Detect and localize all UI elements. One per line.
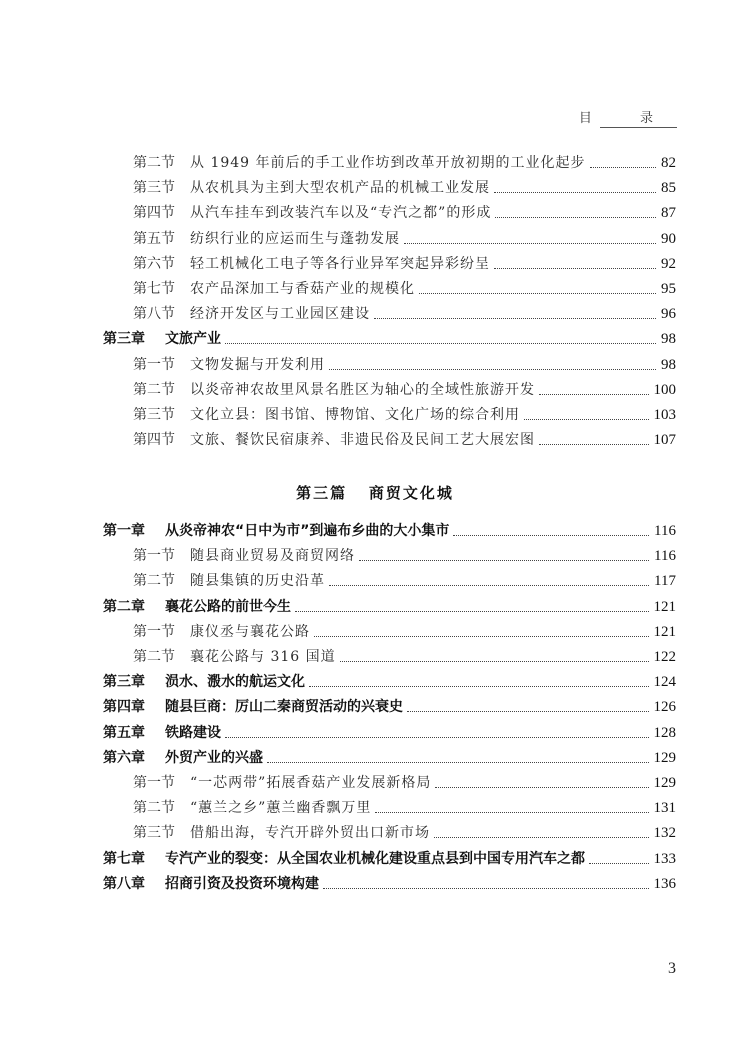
page-ref: 90: [661, 230, 676, 247]
dot-leader: [589, 848, 649, 864]
page-ref: 121: [653, 623, 676, 640]
section-title: 随县集镇的历史沿革: [190, 573, 325, 590]
page-ref: 124: [653, 674, 676, 691]
page-ref: 107: [653, 432, 676, 449]
section-number: 第二节: [133, 800, 175, 817]
section-number: 第四节: [133, 432, 175, 449]
section-number: 第二节: [133, 649, 175, 665]
toc-section-entry: [0, 354, 750, 376]
chapter-number: 第四章: [103, 699, 145, 716]
section-number: 第一节: [133, 356, 175, 373]
page-ref: 96: [661, 306, 676, 323]
section-title: 文旅、餐饮民宿康养、非遗民俗及民间工艺大展宏图: [190, 432, 535, 449]
dot-leader: [374, 303, 656, 319]
page-ref: 116: [654, 548, 676, 565]
section-title: “蕙兰之乡”蕙兰幽香飘万里: [190, 800, 372, 817]
toc-chapter-entry: [0, 722, 750, 744]
toc-chapter-entry: [0, 520, 750, 542]
page-ref: 132: [653, 825, 676, 842]
section-title: 随县商业贸易及商贸网络: [190, 548, 355, 565]
header-label: 目 录: [578, 111, 675, 126]
toc-chapter-entry: [0, 873, 750, 895]
chapter-title: 外贸产业的兴盛: [165, 749, 263, 766]
toc-section-entry: [0, 253, 750, 275]
section-title: 从 1949 年前后的手工业作坊到改革开放初期的工业化起步: [190, 155, 586, 171]
section-title: 从汽车挂车到改装汽车以及“专汽之都”的形成: [190, 205, 492, 222]
toc-section-entry: [0, 228, 750, 250]
chapter-title: 专汽产业的裂变：从全国农业机械化建设重点县到中国专用汽车之都: [165, 850, 585, 867]
dot-leader: [225, 328, 656, 344]
page-ref: 95: [661, 281, 676, 297]
toc-section-entry: [0, 822, 750, 844]
section-number: 第二节: [133, 381, 175, 398]
section-number: 第三节: [133, 407, 175, 423]
toc-chapter-entry: [0, 848, 750, 870]
toc-section-entry: [0, 772, 750, 794]
dot-leader: [495, 202, 656, 218]
toc-section-entry: [0, 202, 750, 224]
toc-chapter-entry: [0, 696, 750, 718]
chapter-title: 涢水、溵水的航运文化: [165, 674, 305, 691]
toc-section-entry: [0, 570, 750, 592]
section-number: 第二节: [133, 573, 175, 590]
toc-chapter-entry: [0, 328, 750, 350]
section-number: 第五节: [133, 230, 175, 247]
page-ref: 98: [661, 356, 676, 373]
dot-leader: [590, 152, 656, 168]
chapter-number: 第二章: [103, 598, 145, 615]
part-title: 商贸文化城: [368, 484, 454, 502]
page-ref: 100: [653, 381, 676, 398]
toc-section-entry: [0, 404, 750, 426]
section-number: 第七节: [133, 281, 175, 297]
dot-leader: [453, 520, 649, 536]
section-title: 轻工机械化工电子等各行业异军突起异彩纷呈: [190, 255, 490, 272]
toc-chapter-entry: [0, 671, 750, 693]
chapter-title: 襄花公路的前世今生: [165, 598, 291, 615]
dot-leader: [340, 646, 649, 662]
page-ref: 87: [661, 205, 676, 222]
page-ref: 116: [654, 523, 676, 539]
section-title: 文化立县：图书馆、博物馆、文化广场的综合利用: [190, 407, 520, 423]
page-ref: 121: [653, 598, 676, 615]
dot-leader: [407, 696, 649, 712]
header-rule: [600, 127, 677, 128]
page-ref: 82: [661, 155, 676, 171]
section-title: 经济开发区与工业园区建设: [190, 306, 370, 323]
page-ref: 131: [653, 800, 676, 817]
toc-section-entry: [0, 646, 750, 668]
page-ref: 122: [653, 649, 676, 665]
page-ref: 133: [653, 850, 676, 867]
dot-leader: [494, 253, 656, 269]
dot-leader: [539, 379, 649, 395]
section-number: 第一节: [133, 775, 175, 791]
page-ref: 92: [661, 255, 676, 272]
dot-leader: [524, 404, 649, 420]
section-number: 第三节: [133, 180, 175, 197]
chapter-number: 第一章: [103, 523, 145, 539]
page-ref: 129: [653, 749, 676, 766]
dot-leader: [375, 797, 648, 813]
dot-leader: [267, 747, 649, 763]
toc-chapter-entry: [0, 747, 750, 769]
chapter-title: 从炎帝神农“日中为市”到遍布乡曲的大小集市: [165, 523, 450, 539]
toc-section-entry: [0, 379, 750, 401]
section-title: 康仪丞与襄花公路: [190, 623, 310, 640]
dot-leader: [404, 228, 656, 244]
section-number: 第六节: [133, 255, 175, 272]
dot-leader: [359, 545, 649, 561]
section-number: 第一节: [133, 623, 175, 640]
page-ref: 117: [654, 573, 676, 590]
part-heading: [0, 482, 750, 503]
chapter-title: 随县巨商：厉山二秦商贸活动的兴衰史: [165, 699, 403, 716]
dot-leader: [435, 772, 648, 788]
chapter-title: 铁路建设: [165, 724, 221, 741]
dot-leader: [295, 596, 649, 612]
page-ref: 98: [661, 331, 676, 348]
dot-leader: [323, 873, 649, 889]
toc-chapter-entry: [0, 596, 750, 618]
dot-leader: [329, 354, 656, 370]
chapter-title: 文旅产业: [165, 331, 221, 348]
toc-section-entry: [0, 545, 750, 567]
section-title: 借船出海，专汽开辟外贸出口新市场: [190, 825, 430, 842]
toc-section-entry: [0, 621, 750, 643]
page-ref: 103: [653, 407, 676, 423]
dot-leader: [309, 671, 649, 687]
dot-leader: [329, 570, 649, 586]
section-number: 第八节: [133, 306, 175, 323]
toc-section-entry: [0, 797, 750, 819]
toc-section-entry: [0, 177, 750, 199]
toc-section-entry: [0, 303, 750, 325]
dot-leader: [314, 621, 649, 637]
toc-section-entry: [0, 152, 750, 174]
page-ref: 126: [653, 699, 676, 716]
dot-leader: [225, 722, 649, 738]
toc-section-entry: [0, 429, 750, 451]
page-ref: 85: [661, 180, 676, 197]
part-label: 第三篇: [296, 484, 348, 502]
chapter-number: 第六章: [103, 749, 145, 766]
page-ref: 128: [653, 724, 676, 741]
section-title: 文物发掘与开发利用: [190, 356, 325, 373]
page-number: 3: [668, 960, 676, 977]
section-title: 从农机具为主到大型农机产品的机械工业发展: [190, 180, 490, 197]
section-title: 农产品深加工与香菇产业的规模化: [190, 281, 415, 297]
chapter-number: 第八章: [103, 875, 145, 892]
section-title: 以炎帝神农故里风景名胜区为轴心的全域性旅游开发: [190, 381, 535, 398]
dot-leader: [494, 177, 656, 193]
section-title: 纺织行业的应运而生与蓬勃发展: [190, 230, 400, 247]
section-number: 第二节: [133, 155, 175, 171]
chapter-title: 招商引资及投资环境构建: [165, 875, 319, 892]
section-number: 第三节: [133, 825, 175, 842]
section-number: 第四节: [133, 205, 175, 222]
section-title: 襄花公路与 316 国道: [190, 649, 336, 665]
page-ref: 136: [653, 875, 676, 892]
chapter-number: 第三章: [103, 331, 145, 348]
page-ref: 129: [653, 775, 676, 791]
dot-leader: [539, 429, 649, 445]
section-number: 第一节: [133, 548, 175, 565]
chapter-number: 第三章: [103, 674, 145, 691]
dot-leader: [434, 822, 649, 838]
section-title: “一芯两带”拓展香菇产业发展新格局: [190, 775, 432, 791]
dot-leader: [419, 278, 656, 294]
chapter-number: 第五章: [103, 724, 145, 741]
toc-section-entry: [0, 278, 750, 300]
chapter-number: 第七章: [103, 850, 145, 867]
